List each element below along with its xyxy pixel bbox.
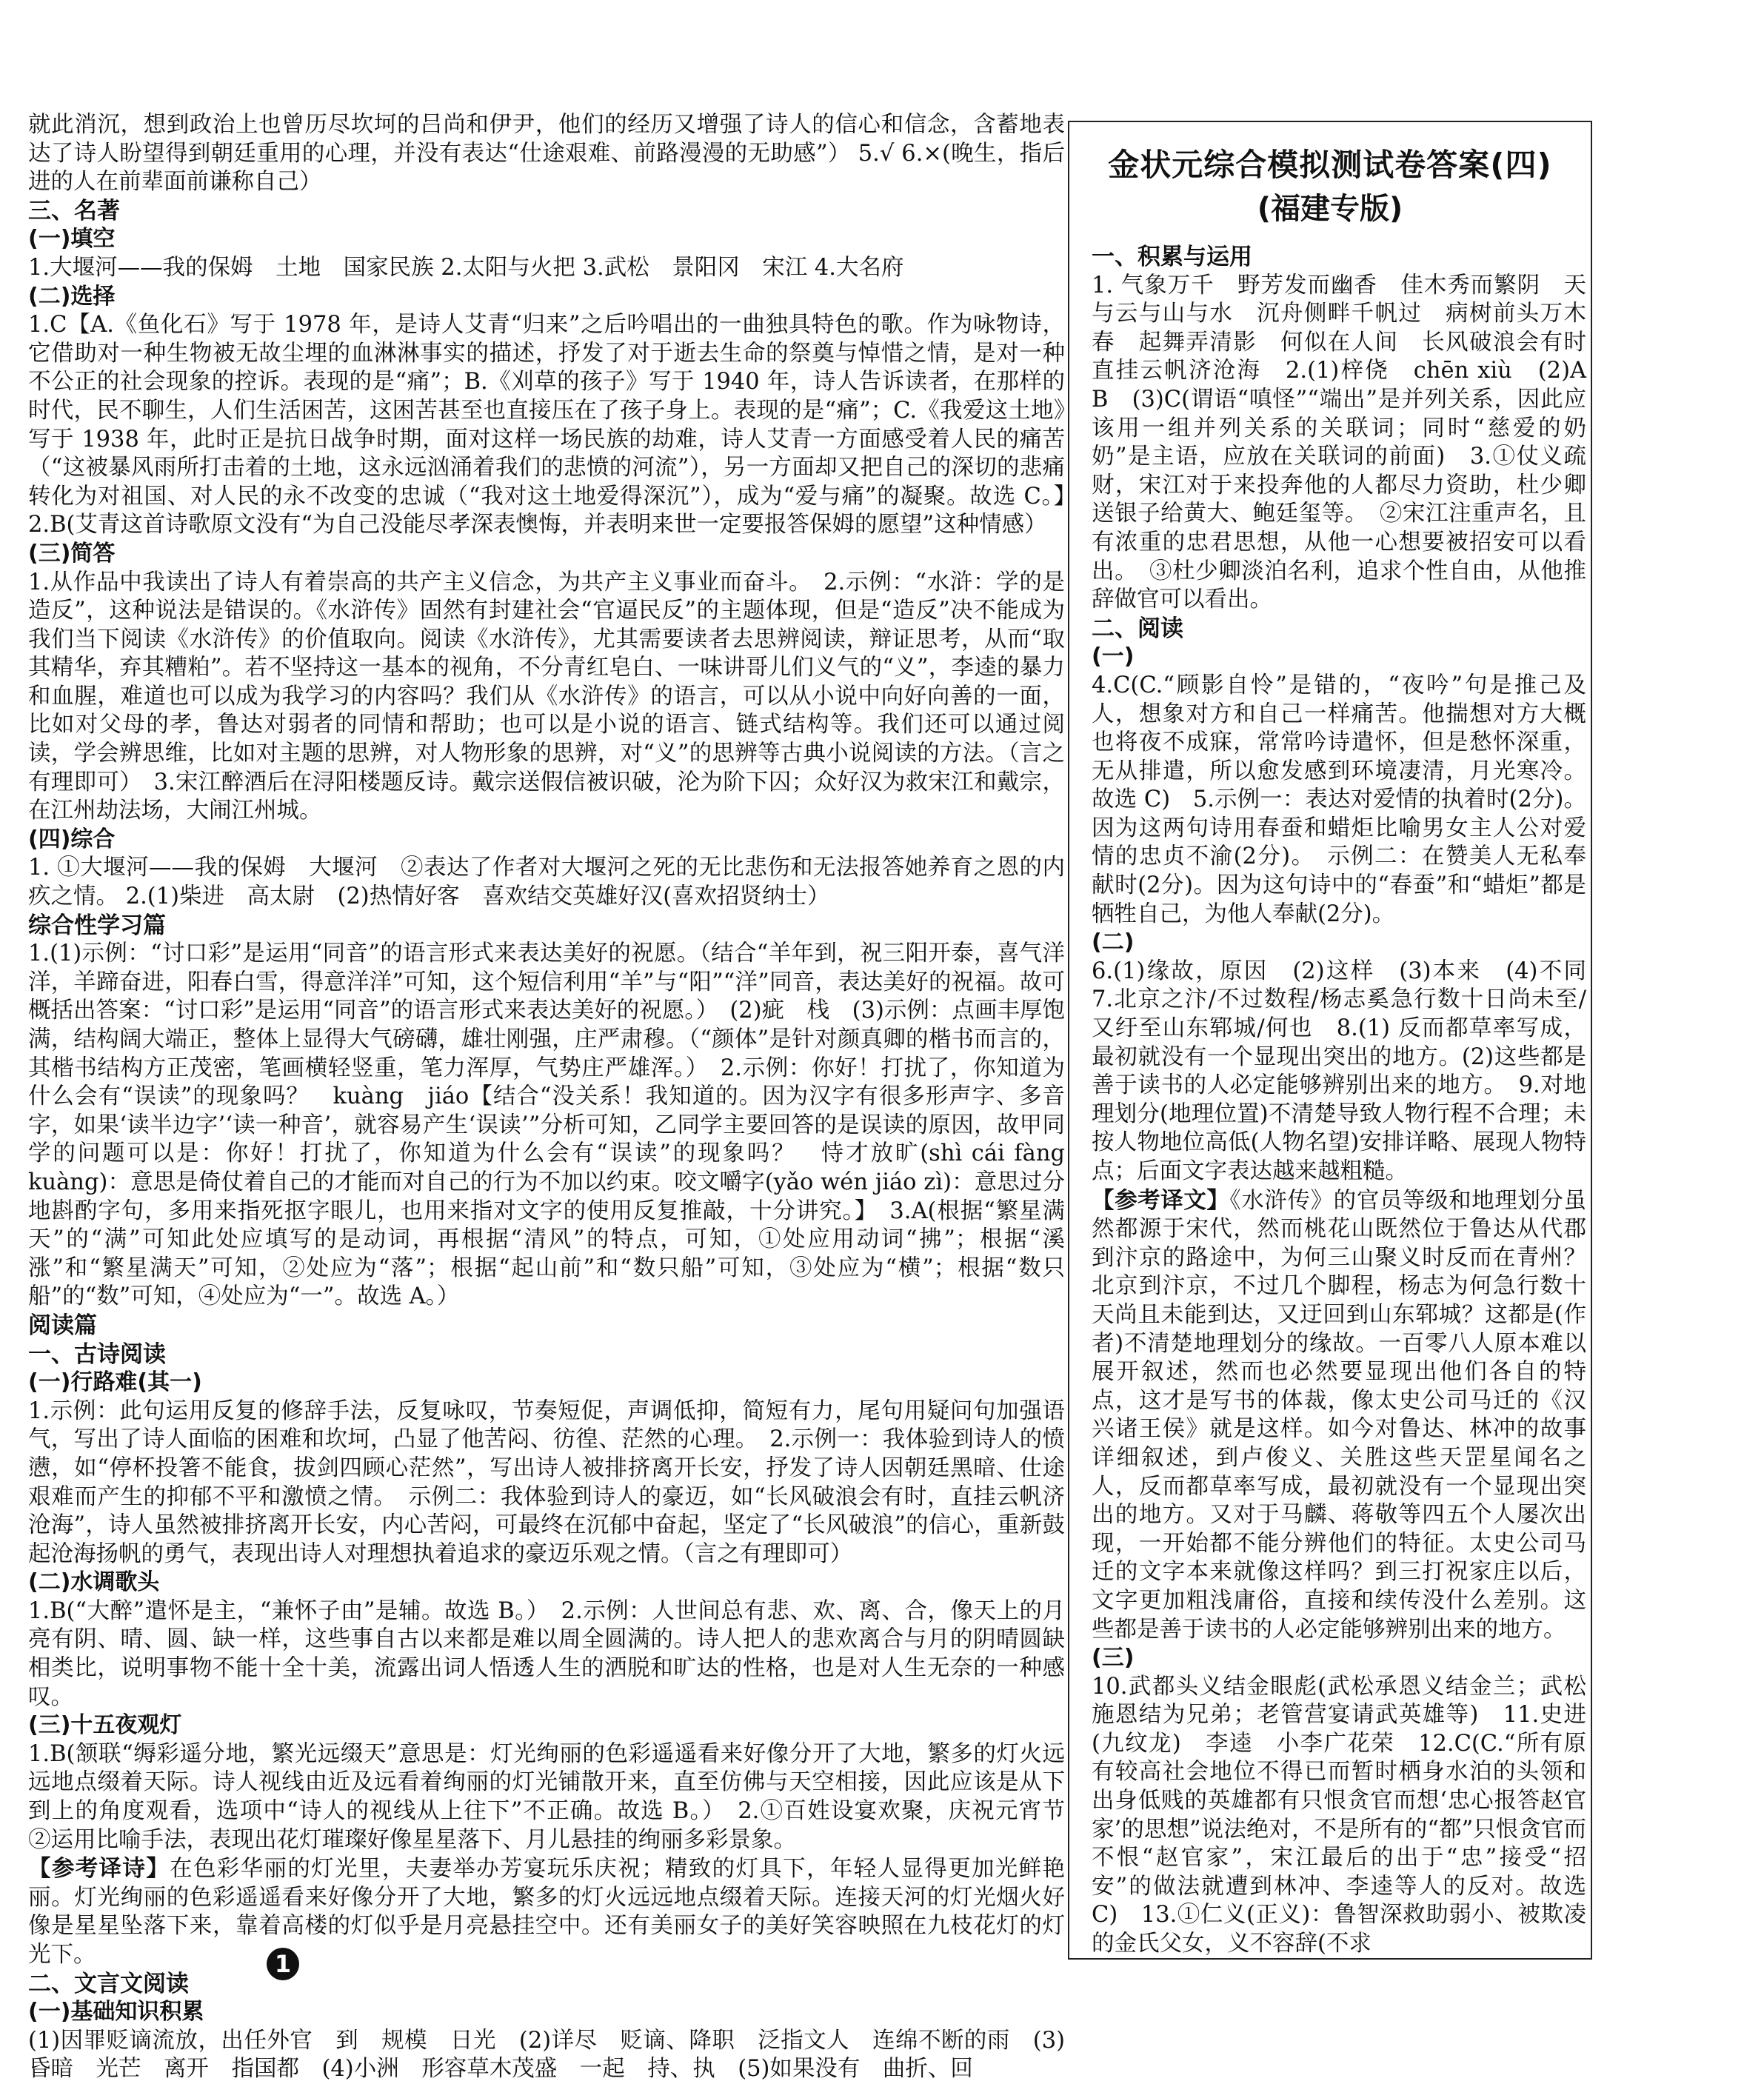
paragraph-text: 《水浒传》的官员等级和地理划分虽然都源于宋代，然而桃花山既然位于鲁达从代郡到汴京的路途中，为何三山聚义时反而在青州？北京到汴京，不过几个脚程，杨志为何急行数十天尚且未能到达，又迂回到山东郓城？这都是(作者)不清楚地理划分的缘故。一百零八人原本难以展开叙述，然而也必然要显现出他们各自的特点，这才是写书的体裁，像太史公司马迁的《汉兴诸王侯》就是这样。如今对鲁达、林冲的故事详细叙述，到卢俊义、关胜这些天罡星闻名之人，反而都草率写成，最初就没有一个显现出突出的地方。又对于马麟、蒋敬等四五个人屡次出现，一开始都不能分辨他们的特征。太史公司马迁的文字本来就像这样吗？到三打祝家庄以后，文字更加粗浅庸俗，直接和续传没什么差别。这些都是善于读书的人必定能够辨别出来的地方。 bbox=[1092, 1187, 1586, 1643]
left-column bbox=[28, 111, 1088, 2084]
answer-paragraph bbox=[28, 854, 1065, 911]
section-heading: 一、积累与运用 bbox=[1092, 244, 1252, 270]
section-heading: 一、古诗阅读 bbox=[28, 1340, 166, 1368]
answer-paragraph bbox=[1092, 958, 1609, 1186]
right-column bbox=[1092, 243, 1609, 1959]
answer-paragraph bbox=[1092, 272, 1609, 615]
paragraph-text: 4.C(C.“顾影自怜”是错的，“夜吟”句是推己及人，想象对方和自己一样痛苦。他揣想对方大概也将夜不成寐，常常吟诗遣怀，但是愁怀深重，无从排遣，所以愈发感到环境凄清，月光寒冷。故选 C) 5.示例一：表达对爱情的执着时(2分)。因为这两句诗用春蚕和蜡炬比喻男女主人公对爱情的忠贞不渝(2分)。 示例二：在赞美人无私奉献时(2分)。因为这句诗中的“春蚕”和“蜡炬”都是牺牲自己，为他人奉献(2分)。 bbox=[1092, 672, 1586, 927]
answer-paragraph bbox=[28, 1597, 1065, 1711]
subsection-heading: (一)填空 bbox=[28, 226, 116, 253]
subsection-heading: (二) bbox=[1092, 929, 1135, 956]
section-heading: 二、文言文阅读 bbox=[28, 1970, 189, 1997]
subsection-heading: (二)选择 bbox=[28, 283, 116, 310]
subsection-heading: (四)综合 bbox=[28, 826, 116, 852]
answer-title-main: 金状元综合模拟测试卷答案(四) bbox=[1108, 147, 1552, 183]
paragraph-text: 10.武都头义结金眼彪(武松承恩义结金兰；武松施恩结为兄弟；老管营宴请武英雄等) 11.史进(九纹龙) 李逵 小李广花荣 12.C(C.“所有原有较高社会地位不得已而暂时栖身水泊的头领和出身低贱的英雄都有只恨贪官而想‘忠心报答赵官家’的思想”说法绝对，不是所有的“都”只恨贪官而不恨“赵官家”，宋江最后的出于“忠”接受“招安”的做法就遭到林冲、李逵等人的反对。故选 C) 13.①仁义(正义)：鲁智深救助弱小、被欺凌的金氏父女，义不容辞(不求 bbox=[1092, 1673, 1586, 1957]
answer-paragraph bbox=[1092, 1673, 1586, 1959]
answer-paragraph bbox=[28, 1740, 1088, 1854]
section-heading: 三、名著 bbox=[28, 197, 120, 224]
reference-label: 【参考译文】 bbox=[1092, 1186, 1230, 1214]
reference-label: 【参考译诗】 bbox=[28, 1855, 170, 1883]
section-heading: 综合性学习篇 bbox=[28, 912, 166, 939]
section-heading: 二、阅读 bbox=[1092, 615, 1183, 642]
answer-paragraph bbox=[28, 2027, 1065, 2084]
answer-paragraph bbox=[28, 569, 1065, 826]
paragraph-text: 1.(1)示例：“讨口彩”是运用“同音”的语言形式来表达美好的祝愿。（结合“羊年到，祝三阳开泰，喜气洋洋，羊蹄奋进，阳春白雪，得意洋洋”可知，这个短信利用“羊”与“阳”“洋”同音，表达美好的祝福。故可概括出答案：“讨口彩”是运用“同音”的语言形式来表达美好的祝愿。） (2)疵 栈 (3)示例：点画丰厚饱满，结构阔大端正，整体上显得大气磅礴，雄壮刚强，庄严肃穆。（“颜体”是针对颜真卿的楷书而言的，其楷书结构方正茂密，笔画横轻竖重，笔力浑厚，气势庄严雄浑。） 2.示例：你好！打扰了，你知道为什么会有“误读”的现象吗？ kuàng jiáo【结合“没关系！我知道的。因为汉字有很多形声字、多音字，如果‘读半边字’‘读一种音’，就容易产生‘误读’”分析可知，乙同学主要回答的是误读的原因，故甲同学的问题可以是：你好！打扰了，你知道为什么会有“误读”的现象吗？ 恃才放旷(shì cái fàng kuàng)：意思是倚仗着自己的才能而对自己的行为不加以约束。咬文嚼字(yǎo wén jiáo zì)：意思过分地斟酌字句，多用来指死抠字眼儿，也用来指对文字的使用反复推敲，十分讲究。】 3.A(根据“繁星满天”的“满”可知此处应填写的是动词，再根据“清风”的特点，可知，①处应用动词“拂”；根据“溪涨”和“繁星满天”可知，②处应为“落”；根据“起山前”和“数只船”可知，③处应为“横”；根据“数只船”的“数”可知，④处应为“一”。故选 A。） bbox=[28, 941, 1065, 1310]
answer-title-sub: (福建专版) bbox=[1257, 192, 1403, 226]
answer-paragraph bbox=[28, 940, 1065, 1312]
paragraph-text: 1.C【A.《鱼化石》写于 1978 年，是诗人艾青“归来”之后吟唱出的一曲独具特色的歌。作为咏物诗，它借助对一种生物被无故尘埋的血淋淋事实的描述，抒发了对于逝去生命的祭奠与悼惜之情，是对一种不公正的社会现象的控诉。表现的是“痛”；B.《刈草的孩子》写于 1940 年，诗人告诉读者，在那样的时代，民不聊生，人们生活困苦，这困苦甚至也直接压在了孩子身上。表现的是“痛”；C.《我爱这土地》写于 1938 年，此时正是抗日战争时期，面对这样一场民族的劫难，诗人艾青一方面感受着人民的痛苦（“这被暴风雨所打击着的土地，这永远汹涌着我们的悲愤的河流”），另一方面却又把自己的深切的悲痛转化为对祖国、对人民的永不改变的忠诚（“我对这土地爱得深沉”），成为“爱与痛”的凝聚。故选 C。】 2.B(艾青这首诗歌原文没有“为自己没能尽孝深表懊悔，并表明来世一定要报答保姆的愿望”这种情感） bbox=[28, 312, 1088, 538]
paragraph-text: 1.从作品中我读出了诗人有着崇高的共产主义信念，为共产主义事业而奋斗。 2.示例：“水浒：学的是造反”，这种说法是错误的。《水浒传》固然有封建社会“官逼民反”的主题体现，但是“造反”决不能成为我们当下阅读《水浒传》的价值取向。阅读《水浒传》，尤其需要读者去思辨阅读，辩证思考，从而“取其精华，弃其糟粕”。若不坚持这一基本的视角，不分青红皂白、一味讲哥儿们义气的“义”，李逵的暴力和血腥，难道也可以成为我学习的内容吗？我们从《水浒传》的语言，可以从小说中向好向善的一面，比如对父母的孝，鲁达对弱者的同情和帮助；也可以是小说的语言、链式结构等。我们还可以通过阅读，学会辨思维，比如对主题的思辨，对人物形象的思辨，对“义”的思辨等古典小说阅读的方法。（言之有理即可） 3.宋江醉酒后在浔阳楼题反诗。戴宗送假信被识破，沦为阶下囚；众好汉为救宋江和戴宗，在江州劫法场，大闹江州城。 bbox=[28, 569, 1065, 824]
answer-paragraph bbox=[1092, 1186, 1586, 1645]
subsection-heading: (一)行路难(其一) bbox=[28, 1369, 202, 1396]
subsection-heading: (三)十五夜观灯 bbox=[28, 1712, 182, 1739]
section-heading: 阅读篇 bbox=[28, 1312, 97, 1339]
subsection-heading: (二)水调歌头 bbox=[28, 1569, 160, 1596]
paragraph-text: (1)因罪贬谪流放，出任外官 到 规模 日光 (2)详尽 贬谪、降职 泛指文人 连绵不断的雨 (3)昏暗 光芒 离开 指国都 (4)小洲 形容草木茂盛 一起 持、执 (5)如果没有 曲折、回 bbox=[28, 2027, 1065, 2083]
answer-paragraph bbox=[28, 254, 1065, 283]
subsection-heading: (三)简答 bbox=[28, 540, 116, 567]
answer-paragraph bbox=[28, 311, 1088, 540]
paragraph-text: 1.示例：此句运用反复的修辞手法，反复咏叹，节奏短促，声调低抑，简短有力，尾句用疑问句加强语气，写出了诗人面临的困难和坎坷，凸显了他苦闷、彷徨、茫然的心理。 2.示例一：我体验到诗人的愤懑，如“停杯投箸不能食，拔剑四顾心茫然”，写出诗人被排挤离开长安，抒发了诗人因朝廷黑暗、仕途艰难而产生的抑郁不平和激愤之情。 示例二：我体验到诗人的豪迈，如“长风破浪会有时，直挂云帆济沧海”，诗人虽然被排挤离开长安，内心苦闷，可最终在沉郁中奋起，坚定了“长风破浪”的信心，重新鼓起沧海扬帆的勇气，表现出诗人对理想执着追求的豪迈乐观之情。（言之有理即可） bbox=[28, 1397, 1065, 1567]
answer-paragraph bbox=[28, 1854, 1065, 1969]
paragraph-text: 1.大堰河——我的保姆 土地 国家民族 2.太阳与火把 3.武松 景阳冈 宋江 4.大名府 bbox=[28, 254, 904, 281]
paragraph-text: 1. ①大堰河——我的保姆 大堰河 ②表达了作者对大堰河之死的无比悲伤和无法报答她养育之恩的内疚之情。 2.(1)柴进 高太尉 (2)热情好客 喜欢结交英雄好汉(喜欢招贤纳士） bbox=[28, 855, 1065, 910]
subsection-heading: (一) bbox=[1092, 644, 1135, 670]
paragraph-text: 6.(1)缘故，原因 (2)这样 (3)本来 (4)不同 7.北京之汴/不过数程/杨志奚急行数十日尚未至/又纡至山东郓城/何也 8.(1) 反而都草率写成，最初就没有一个显现出突出的地方。(2)这些都是善于读书的人必定能够辨别出来的地方。 9.对地理划分(地理位置)不清楚导致人物行程不合理；未按人物地位高低(人物名望)安排详略、展现人物特点；后面文字表达越来越粗糙。 bbox=[1092, 958, 1609, 1184]
page-number: 1 bbox=[267, 1948, 299, 1980]
answer-paragraph bbox=[1092, 672, 1586, 929]
subsection-heading: (一)基础知识积累 bbox=[28, 1999, 204, 2025]
answer-paragraph bbox=[28, 111, 1065, 197]
paragraph-text: 1.B(“大醉”遣怀是主，“兼怀子由”是辅。故选 B。） 2.示例：人世间总有悲、欢、离、合，像天上的月亮有阴、晴、圆、缺一样，这些事自古以来都是难以周全圆满的。诗人把人的悲欢离合与月的阴晴圆缺相类比，说明事物不能十全十美，流露出词人悟透人生的洒脱和旷达的性格，也是对人生无奈的一种感叹。 bbox=[28, 1597, 1065, 1710]
paragraph-text: 就此消沉，想到政治上也曾历尽坎坷的吕尚和伊尹，他们的经历又增强了诗人的信心和信念，含蓄地表达了诗人盼望得到朝廷重用的心理，并没有表达“仕途艰难、前路漫漫的无助感”） 5.√ 6.×(晚生，指后进的人在前辈面前谦称自己） bbox=[28, 112, 1065, 196]
answer-title bbox=[1068, 144, 1592, 232]
paragraph-text: 在色彩华丽的灯光里，夫妻举办芳宴玩乐庆祝；精致的灯具下，年轻人显得更加光鲜艳丽。灯光绚丽的色彩遥遥看来好像分开了大地，繁多的灯火远远地点缀着天际。连接天河的灯光烟火好像是星星坠落下来，靠着高楼的灯似乎是月亮悬挂空中。还有美丽女子的美好笑容映照在九枝花灯的灯光下。 bbox=[28, 1856, 1065, 1968]
subsection-heading: (三) bbox=[1092, 1645, 1135, 1671]
answer-paragraph bbox=[28, 1397, 1065, 1569]
paragraph-text: 1.B(颔联“缛彩遥分地，繁光远缀天”意思是：灯光绚丽的色彩遥遥看来好像分开了大地，繁多的灯火远远地点缀着天际。诗人视线由近及远看着绚丽的灯光铺散开来，直至仿佛与天空相接，因此应该是从下到上的角度观看，选项中“诗人的视线从上往下”不正确。故选 B。） 2.①百姓设宴欢聚，庆祝元宵节 ②运用比喻手法，表现出花灯璀璨好像星星落下、月儿悬挂的绚丽多彩景象。 bbox=[28, 1740, 1088, 1853]
paragraph-text: 1. 气象万千 野芳发而幽香 佳木秀而繁阴 天与云与山与水 沉舟侧畔千帆过 病树前头万木春 起舞弄清影 何似在人间 长风破浪会有时 直挂云帆济沧海 2.(1)梓侥 chēn xiù (2)A B (3)C(谓语“嗔怪”“端出”是并列关系，因此应该用一组并列关系的关联词；同时“慈爱的奶奶”是主语，应放在关联词的前面) 3.①仗义疏财，宋江对于来投奔他的人都尽力资助，杜少卿送银子给黄大、鲍廷玺等。 ②宋江注重声名，且有浓重的忠君思想，从他一心想要被招安可以看出。 ③杜少卿淡泊名利，追求个性自由，从他推辞做官可以看出。 bbox=[1092, 272, 1609, 613]
